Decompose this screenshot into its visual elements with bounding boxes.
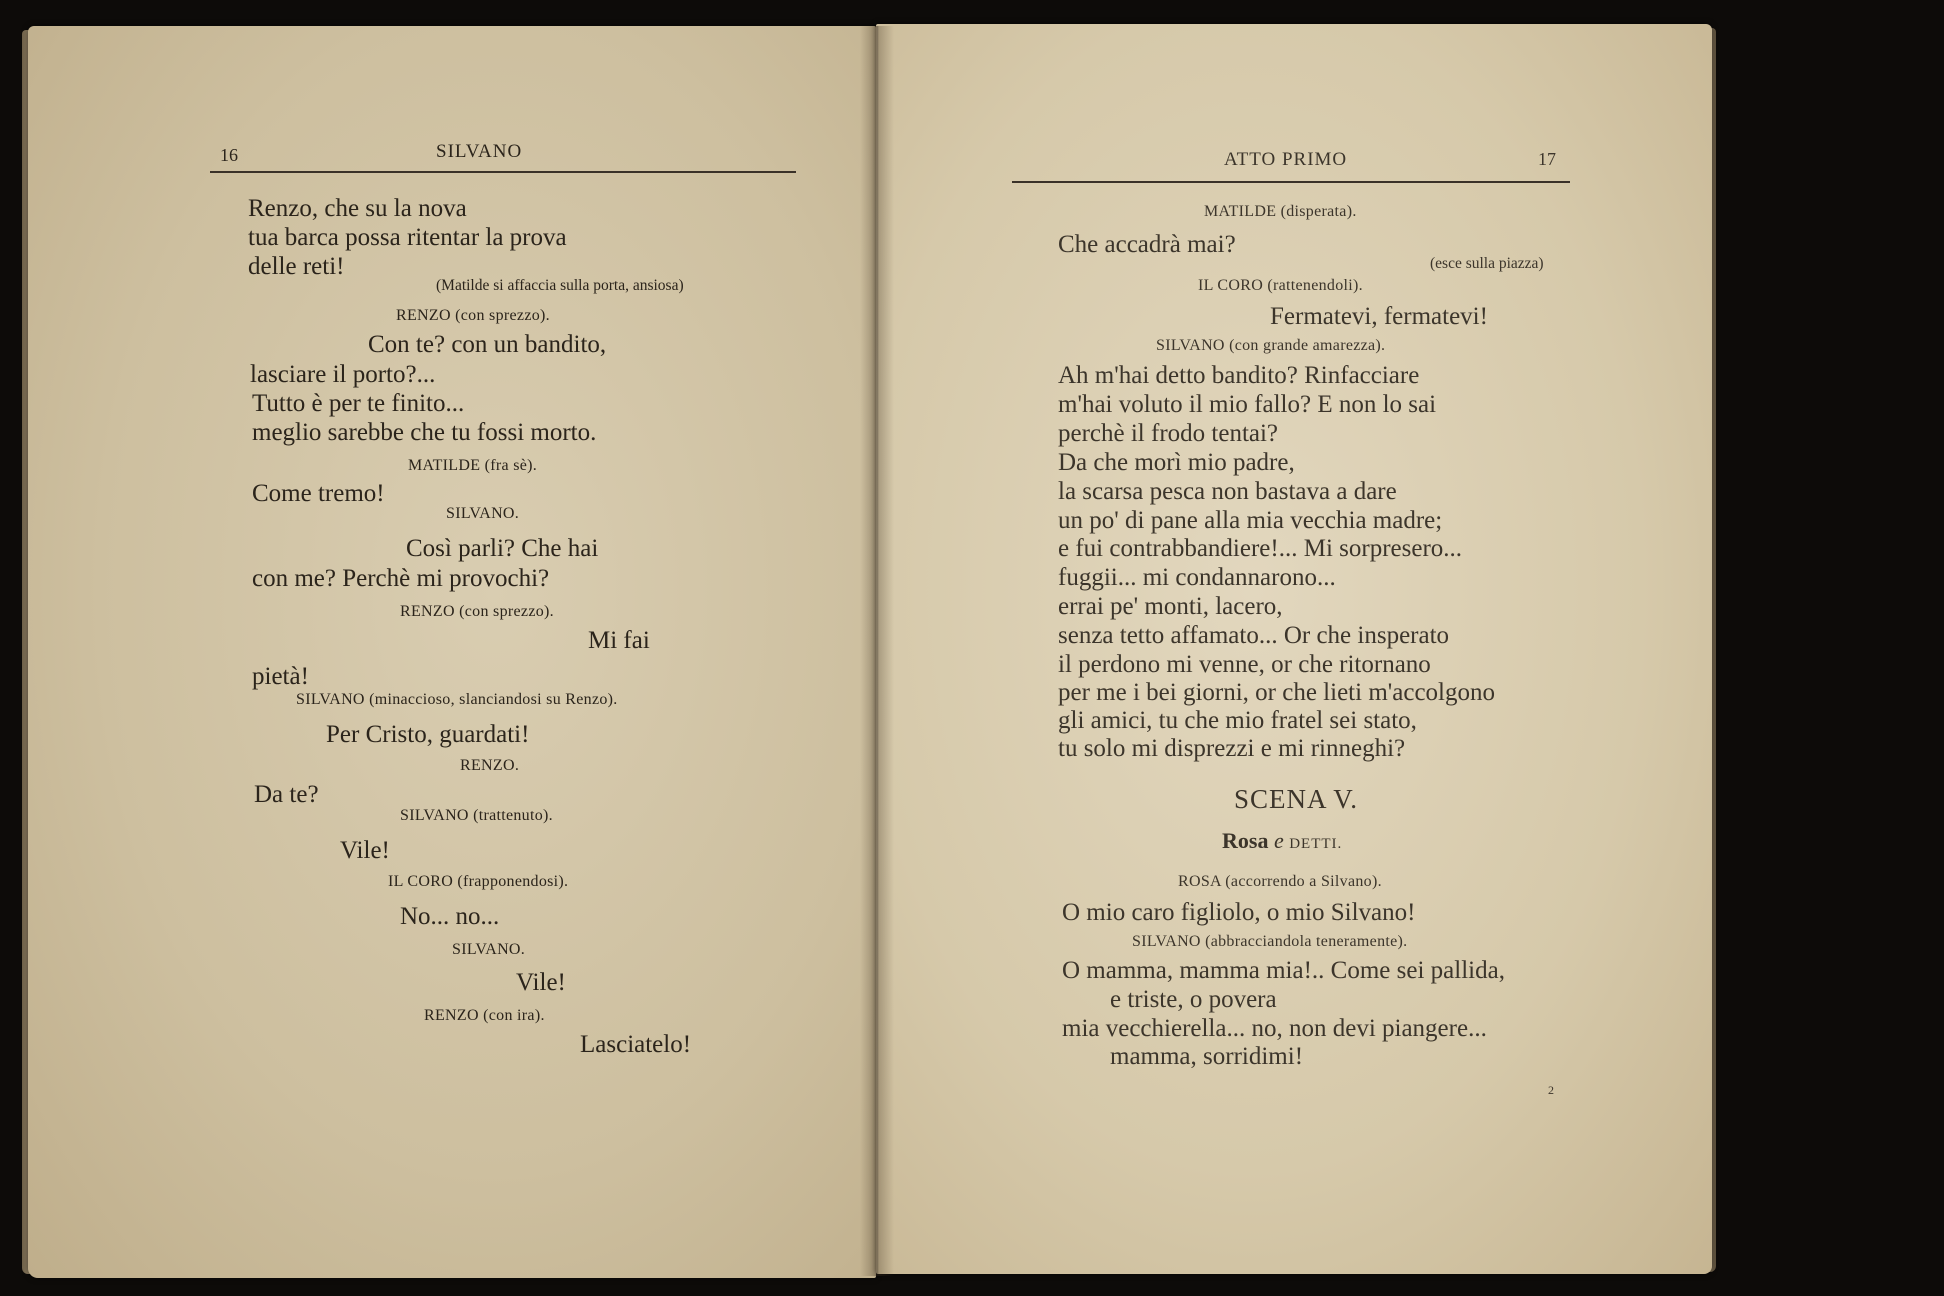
speaker-label: MATILDE (fra sè).: [408, 457, 538, 474]
speaker-label: SILVANO (abbracciandola teneramente).: [1132, 933, 1408, 950]
left-page-number: 16: [220, 145, 238, 165]
verse-line: mia vecchierella... no, non devi piangere...: [1062, 1015, 1487, 1042]
verse-line: con me? Perchè mi provochi?: [252, 565, 550, 592]
scene-others: DETTI.: [1289, 836, 1343, 852]
verse-line: gli amici, tu che mio fratel sei stato,: [1058, 707, 1417, 734]
right-header-rule: [1012, 181, 1570, 183]
right-page: [876, 24, 1712, 1274]
speaker-label: RENZO (con ira).: [424, 1007, 545, 1024]
speaker-label: SILVANO.: [452, 941, 526, 958]
left-running-head: SILVANO: [436, 141, 523, 162]
speaker-label: SILVANO.: [446, 505, 520, 522]
verse-line: Con te? con un bandito,: [368, 331, 607, 358]
speaker-label: MATILDE (disperata).: [1204, 203, 1357, 220]
verse-line: Da che morì mio padre,: [1058, 449, 1295, 476]
speaker-label: SILVANO (trattenuto).: [400, 807, 553, 824]
verse-line: m'hai voluto il mio fallo? E non lo sai: [1058, 391, 1437, 418]
verse-line: No... no...: [400, 903, 500, 930]
verse-line: O mio caro figliolo, o mio Silvano!: [1062, 899, 1416, 926]
verse-line: senza tetto affamato... Or che insperato: [1058, 622, 1450, 649]
verse-line: tu solo mi disprezzi e mi rinneghi?: [1058, 735, 1406, 762]
verse-line: delle reti!: [248, 253, 345, 280]
scene-character-name: Rosa: [1222, 828, 1269, 853]
speaker-label: SILVANO (minaccioso, slanciandosi su Renzo).: [296, 691, 618, 708]
speaker-label: ROSA (accorrendo a Silvano).: [1178, 873, 1382, 890]
verse-line: Così parli? Che hai: [406, 535, 599, 562]
verse-line: Vile!: [516, 969, 566, 996]
right-page-number: 17: [1538, 149, 1556, 169]
verse-line: Lasciatelo!: [580, 1031, 692, 1058]
scene-characters: [1222, 830, 1342, 852]
left-page: [28, 26, 876, 1278]
verse-line: un po' di pane alla mia vecchia madre;: [1058, 507, 1443, 534]
scene-title: SCENA V.: [1234, 784, 1359, 814]
verse-line: Tutto è per te finito...: [252, 390, 465, 417]
right-running-head: ATTO PRIMO: [1224, 149, 1348, 170]
scene-conjunction: e: [1273, 828, 1284, 853]
verse-line: Ah m'hai detto bandito? Rinfacciare: [1058, 362, 1420, 389]
verse-line: il perdono mi venne, or che ritornano: [1058, 651, 1431, 678]
verse-line: perchè il frodo tentai?: [1058, 420, 1279, 447]
speaker-label: IL CORO (rattenendoli).: [1198, 277, 1363, 294]
speaker-label: RENZO.: [460, 757, 520, 774]
verse-line: mamma, sorridimi!: [1110, 1043, 1304, 1070]
left-header-rule: [210, 171, 796, 173]
verse-line: Fermatevi, fermatevi!: [1270, 303, 1488, 330]
verse-line: per me i bei giorni, or che lieti m'accolgono: [1058, 679, 1495, 706]
stage-direction: (Matilde si affaccia sulla porta, ansiosa): [436, 277, 684, 294]
speaker-label: RENZO (con sprezzo).: [396, 307, 550, 324]
book-gutter: [860, 26, 894, 1276]
speaker-label: RENZO (con sprezzo).: [400, 603, 554, 620]
speaker-label: IL CORO (frapponendosi).: [388, 873, 569, 890]
speaker-label: SILVANO (con grande amarezza).: [1156, 337, 1386, 354]
verse-line: Mi fai: [588, 627, 650, 654]
verse-line: Come tremo!: [252, 480, 385, 507]
verse-line: Vile!: [340, 837, 390, 864]
verse-line: Che accadrà mai?: [1058, 231, 1236, 258]
signature-mark: 2: [1548, 1083, 1554, 1097]
verse-line: lasciare il porto?...: [250, 361, 436, 388]
verse-line: Renzo, che su la nova: [248, 195, 467, 222]
verse-line: Per Cristo, guardati!: [326, 721, 530, 748]
stage-direction: (esce sulla piazza): [1430, 255, 1544, 272]
verse-line: la scarsa pesca non bastava a dare: [1058, 478, 1397, 505]
verse-line: Da te?: [254, 781, 319, 808]
verse-line: e fui contrabbandiere!... Mi sorpresero...: [1058, 535, 1463, 562]
verse-line: errai pe' monti, lacero,: [1058, 593, 1283, 620]
verse-line: O mamma, mamma mia!.. Come sei pallida,: [1062, 957, 1505, 984]
verse-line: meglio sarebbe che tu fossi morto.: [252, 419, 597, 446]
verse-line: tua barca possa ritentar la prova: [248, 224, 567, 251]
verse-line: e triste, o povera: [1110, 986, 1277, 1013]
verse-line: pietà!: [252, 663, 309, 690]
verse-line: fuggii... mi condannarono...: [1058, 564, 1336, 591]
